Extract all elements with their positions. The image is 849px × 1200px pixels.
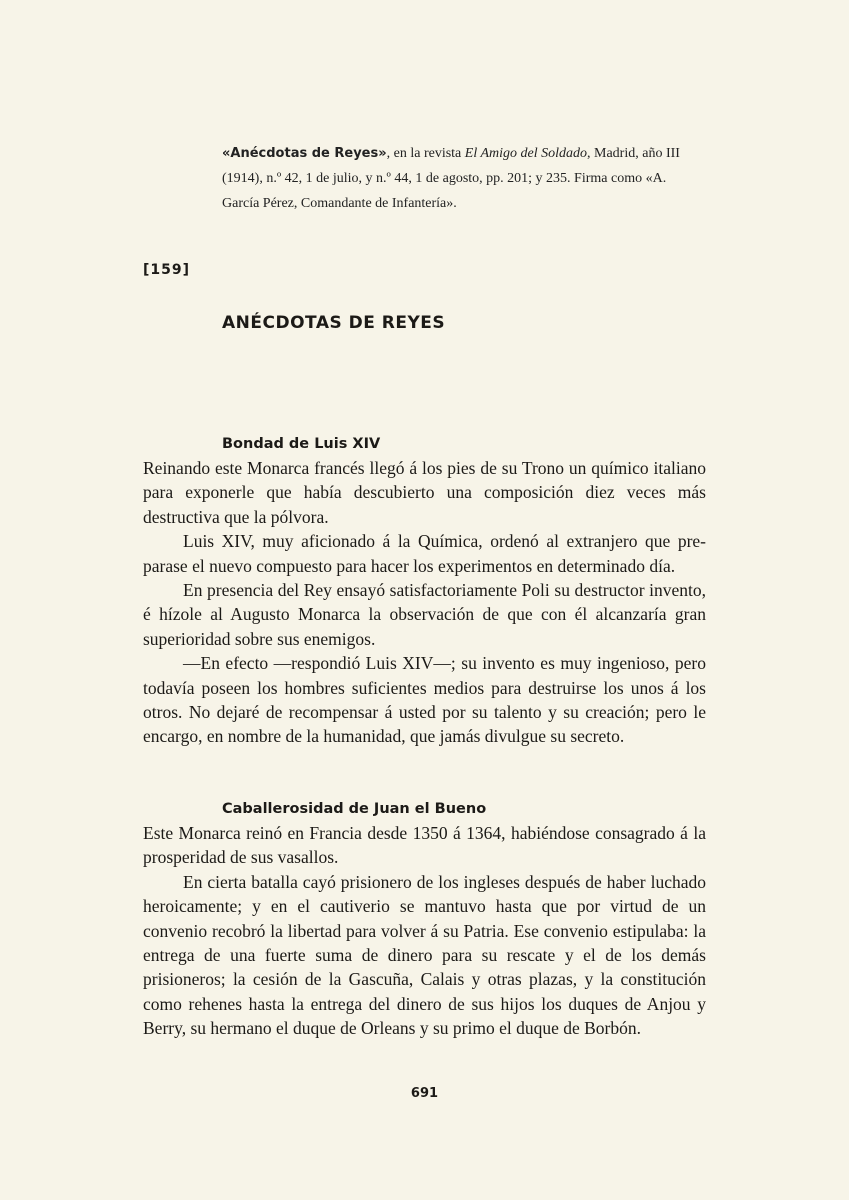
section-bondad	[143, 432, 706, 749]
paragraph: Luis XIV, muy aficionado á la Química, ordenó al extranjero que preparase el nuevo compuesto para hacer los experimentos en determinado día.	[143, 531, 706, 576]
paragraph: Reinando este Monarca francés llegó á los pies de su Trono un químico italiano para exponerle que había descubierto una composición diez veces más destructiva que la pólvora.	[143, 458, 706, 527]
page-title: ANÉCDOTAS DE REYES	[222, 313, 446, 333]
paragraph: Este Monarca reinó en Francia desde 1350 á 1364, habiéndose consagrado á la prosperidad de sus vasallos.	[143, 823, 706, 868]
section-heading: Caballerosidad de Juan el Bueno	[222, 801, 487, 817]
paragraph: En cierta batalla cayó prisionero de los ingleses después de haber luchado heroicamente; y en el cautiverio se mantuvo hasta que por virtud de un convenio recobró la libertad para volver á su Patria. Ese convenio estipulaba: la entrega de una fuerte suma de dinero para su rescate y el de los demás prisioneros; la cesión de la Gascuña, Calais y otras plazas, y la constitución como rehenes hasta la entrega del dinero de sus hijos los duques de Anjou y Berry, su hermano el duque de Orleans y su primo el duque de Borbón.	[143, 871, 706, 1039]
source-note	[222, 141, 692, 216]
source-note-lead: «Anécdotas de Reyes»	[222, 146, 387, 161]
source-note-text-2: , Madrid, año III (1914), n.º 42, 1 de julio, y n.º 44, 1 de agosto, pp. 201; y 235. Firma como «A. García Pérez, Comandante de Infantería».	[222, 146, 680, 211]
section-heading: Bondad de Luis XIV	[222, 436, 381, 452]
paragraph: En presencia del Rey ensayó satisfactoriamente Poli su destructor invento, é hízole al Augusto Monarca la observación de que con él alcanzaría gran superioridad sobre sus enemigos.	[143, 580, 706, 649]
paragraph: —En efecto —respondió Luis XIV—; su invento es muy ingenioso, pero todavía poseen los hombres suficientes medios para destruirse los unos á los otros. No dejaré de recompensar á usted por su talento y su creación; pero le encargo, en nombre de la humanidad, que jamás divulgue su secreto.	[143, 653, 706, 747]
section-caballerosidad	[143, 797, 706, 1041]
source-note-text-1: , en la revista	[386, 146, 465, 161]
journal-name: El Amigo del Soldado	[464, 146, 588, 161]
page-number: 691	[410, 1086, 439, 1101]
entry-number: [159]	[143, 262, 191, 278]
